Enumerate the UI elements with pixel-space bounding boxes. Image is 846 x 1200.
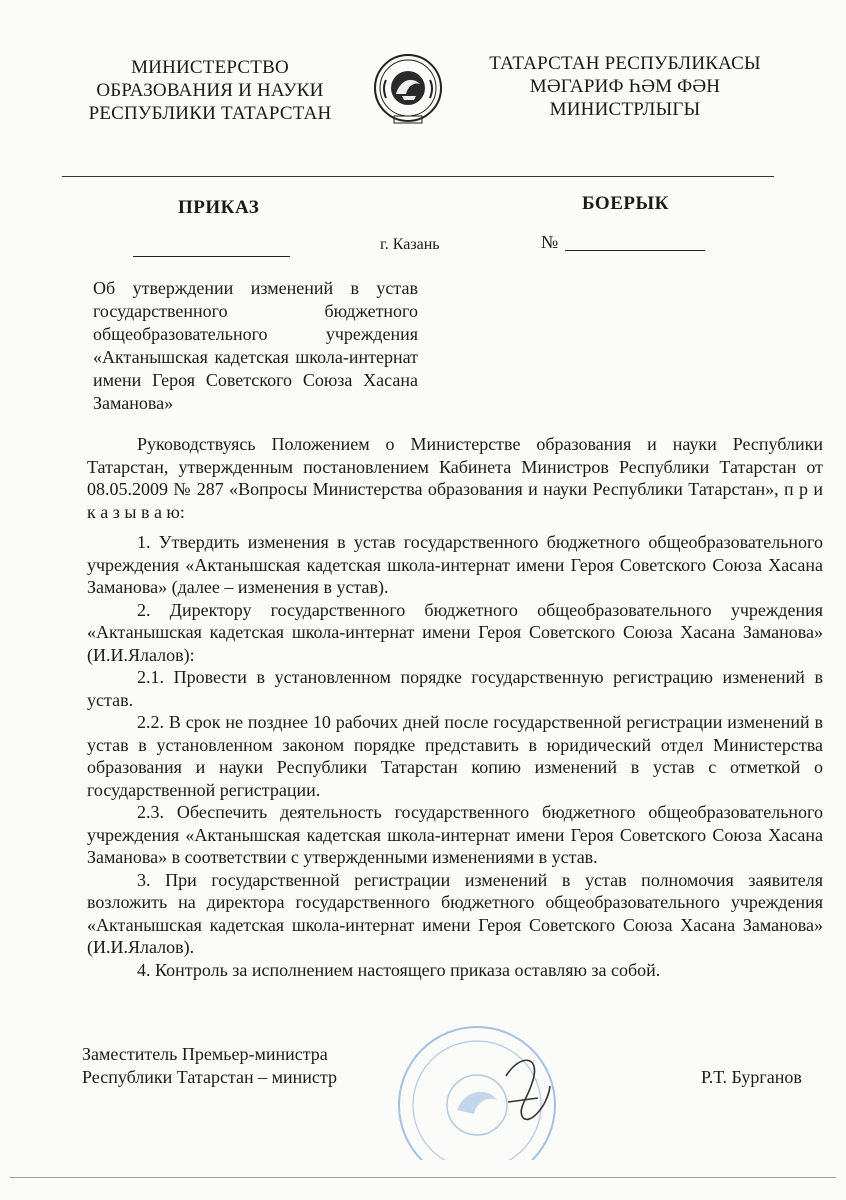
ministry-ru-line-1: МИНИСТЕРСТВО: [131, 57, 289, 78]
ministry-name-tt: [470, 52, 780, 121]
item-1-paragraph: 1. Утвердить изменения в устав государственного бюджетного общеобразовательного учреждения «Актанышская кадетская школа-интернат имени Героя Советского Союза Хасана Заманова» (далее – изменения в устав).: [87, 532, 823, 597]
handwritten-signature-icon: [498, 1046, 558, 1136]
ministry-name-ru: [60, 56, 360, 125]
order-body: [87, 433, 823, 981]
position-line-1: Заместитель Премьер-министра: [82, 1044, 328, 1064]
ministry-tt-line-1: ТАТАРСТАН РЕСПУБЛИКАСЫ: [489, 53, 761, 74]
item-2-2-paragraph: 2.2. В срок не позднее 10 рабочих дней после государственной регистрации изменений в устав в установленном законом порядке представить в юридический отдел Министерства образования и науки Республики Татарстан копию изменений в устав с отметкой о государственной регистрации.: [87, 712, 823, 800]
date-blank-line: [133, 256, 290, 257]
item-2-3-paragraph: 2.3. Обеспечить деятельность государственного бюджетного общеобразовательного учреждения «Актанышская кадетская школа-интернат имени Героя Советского Союза Хасана Заманова» в соответствии с утвержденными изменениями в устав.: [87, 802, 823, 867]
signatory-name: Р.Т. Бурганов: [701, 1067, 802, 1087]
ministry-ru-line-3: РЕСПУБЛИКИ ТАТАРСТАН: [88, 103, 332, 124]
header-divider: [62, 176, 774, 177]
footer-divider: [10, 1177, 836, 1178]
order-title-tt: БОЕРЫК: [582, 193, 669, 214]
item-3-paragraph: 3. При государственной регистрации изменений в устав полномочия заявителя возложить на директора государственного бюджетного общеобразовательного учреждения «Актанышская кадетская школа-интернат имени Героя Советского Союза Хасана Заманова» (И.И.Ялалов).: [87, 869, 823, 957]
order-subject: Об утверждении изменений в устав государственного бюджетного общеобразовательного учреждения «Актанышская кадетская школа-интернат имени Героя Советского Союза Хасана Заманова»: [93, 278, 418, 413]
ministry-ru-line-2: ОБРАЗОВАНИЯ И НАУКИ: [96, 80, 324, 101]
position-line-2: Республики Татарстан – министр: [82, 1067, 338, 1087]
number-blank-line: [565, 250, 705, 251]
tatarstan-emblem-icon: [372, 50, 444, 130]
item-2-1-paragraph: 2.1. Провести в установленном порядке государственную регистрацию изменений в устав.: [87, 667, 823, 710]
ministry-tt-line-3: МИНИСТРЛЫГЫ: [549, 99, 701, 120]
number-label: №: [541, 232, 559, 252]
preamble-paragraph: Руководствуясь Положением о Министерстве образования и науки Республики Татарстан, утвержденным постановлением Кабинета Министров Республики Татарстан от 08.05.2009 № 287 «Вопросы Министерства образования и науки Республики Татарстан», п р и к а з ы в а ю:: [87, 434, 823, 522]
ministry-tt-line-2: МӘГАРИФ ҺӘМ ФӘН: [529, 76, 721, 97]
item-4-paragraph: 4. Контроль за исполнением настоящего приказа оставляю за собой.: [137, 959, 661, 980]
signatory-position: [82, 1043, 337, 1089]
item-2-paragraph: 2. Директору государственного бюджетного общеобразовательного учреждения «Актанышская кадетская школа-интернат имени Героя Советского Союза Хасана Заманова» (И.И.Ялалов):: [87, 599, 823, 665]
order-title-ru: ПРИКАЗ: [178, 197, 260, 218]
city-label: г. Казань: [380, 236, 440, 253]
